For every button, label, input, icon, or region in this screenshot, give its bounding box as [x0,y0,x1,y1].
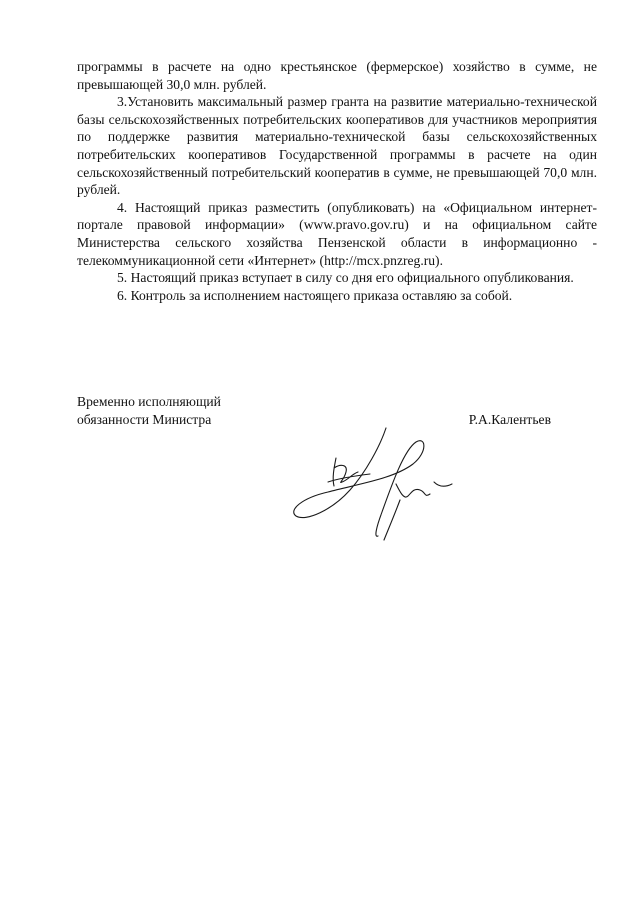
signatory-name: Р.А.Калентьев [468,411,551,427]
signatory-role-line-1: Временно исполняющий [77,394,221,409]
paragraph-5: 6. Контроль за исполнением настоящего приказа оставляю за собой. [117,287,513,303]
paragraph-3: 4. Настоящий приказ разместить (опубликовать) на «Официальном интернет-портале правовой информации» (www.pravo.gov.ru) и на официальном сайте Министерства сельского хозяйства Пензенской области в информационно - телекоммуникационной сети «Интернет» (http://mcx.pnzreg.ru). [77,199,597,268]
document-body [77,58,597,304]
paragraph-4: 5. Настоящий приказ вступает в силу со дня его официального опубликования. [117,270,574,286]
paragraph-2: 3.Установить максимальный размер гранта на развитие материально-технической базы сельскохозяйственных потребительских кооперативов для участников мероприятия по поддержке развития материально-технической базы сельскохозяйственных потребительских кооперативов Государственной программы в расчете на один сельскохозяйственный потребительский кооператив в сумме, не превышающей 70,0 млн. рублей. [77,94,597,198]
handwritten-signature [288,424,463,544]
signatory-role-line-2: обязанности Министра [77,411,212,427]
paragraph-1: программы в расчете на одно крестьянское (фермерское) хозяйство в сумме, не превышающей 30,0 млн. рублей. [77,59,597,92]
signature-block [77,393,597,428]
